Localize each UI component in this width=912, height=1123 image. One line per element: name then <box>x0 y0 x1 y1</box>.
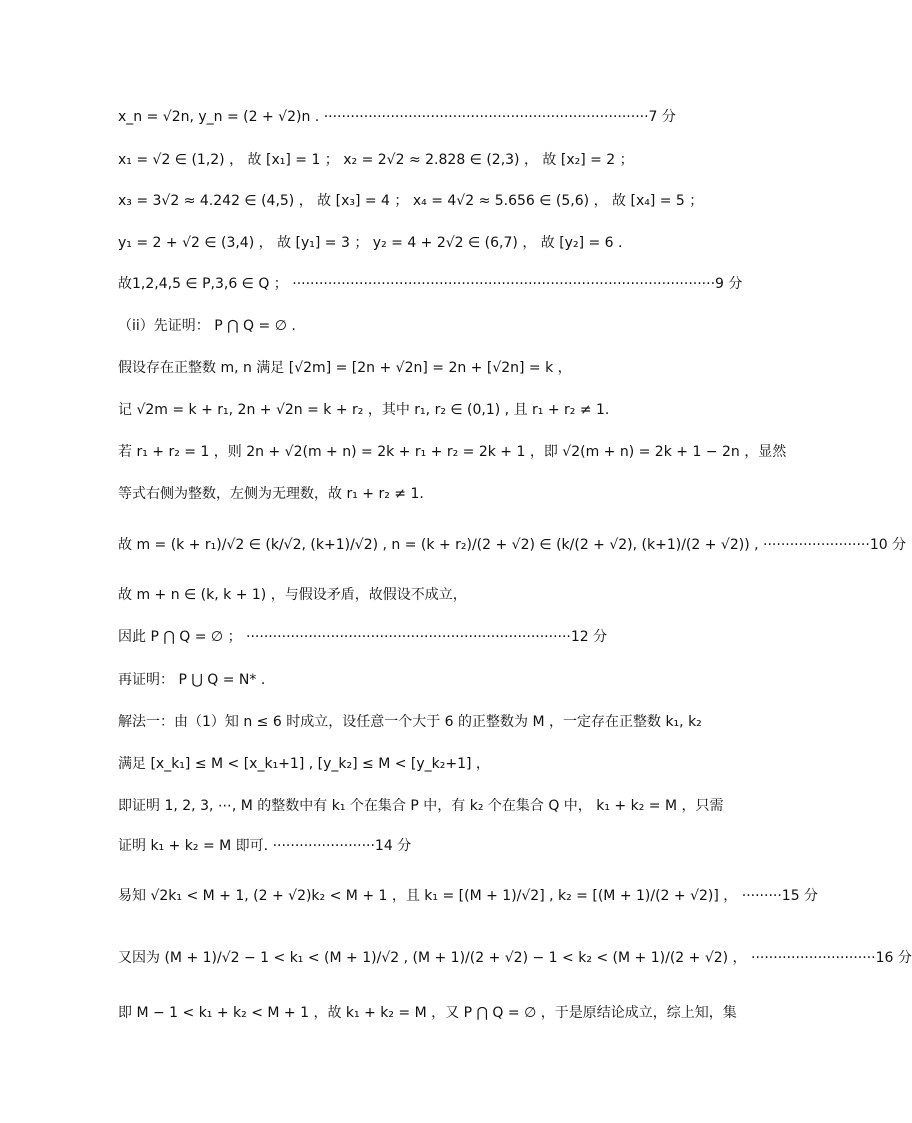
line-14: 再证明： P ⋃ Q = N* . <box>118 672 266 688</box>
line-11: 故 m = (k + r₁)/√2 ∈ (k/√2, (k+1)/√2) , n = (k + r₂)/(2 + √2) ∈ (k/(2 + √2), (k+1)/(2 + √2)) , ························10 分 <box>118 537 907 553</box>
line-20: 又因为 (M + 1)/√2 − 1 < k₁ < (M + 1)/√2 , (M + 1)/(2 + √2) − 1 < k₂ < (M + 1)/(2 + √2) ， ····························16 分 <box>118 950 912 966</box>
line-17: 即证明 1, 2, 3, ⋯, M 的整数中有 k₁ 个在集合 P 中，有 k₂ 个在集合 Q 中， k₁ + k₂ = M ，只需 <box>118 798 724 814</box>
line-13: 因此 P ⋂ Q = ∅ ； ·········································································12 分 <box>118 629 608 645</box>
line-9: 若 r₁ + r₂ = 1 ，则 2n + √2(m + n) = 2k + r₁ + r₂ = 2k + 1 ，即 √2(m + n) = 2k + 1 − 2n ，显然 <box>118 444 787 460</box>
line-2: x₁ = √2 ∈ (1,2) ， 故 [x₁] = 1 ； x₂ = 2√2 ≈ 2.828 ∈ (2,3) ， 故 [x₂] = 2 ； <box>118 152 634 168</box>
line-6: （ii）先证明： P ⋂ Q = ∅ . <box>118 318 296 334</box>
line-16: 满足 [x_k₁] ≤ M < [x_k₁+1] , [y_k₂] ≤ M < [y_k₂+1] ， <box>118 756 490 772</box>
line-4: y₁ = 2 + √2 ∈ (3,4) ， 故 [y₁] = 3 ； y₂ = 4 + 2√2 ∈ (6,7) ， 故 [y₂] = 6 . <box>118 235 623 251</box>
line-3: x₃ = 3√2 ≈ 4.242 ∈ (4,5) ， 故 [x₃] = 4 ； x₄ = 4√2 ≈ 5.656 ∈ (5,6) ， 故 [x₄] = 5 ； <box>118 193 704 209</box>
line-10: 等式右侧为整数，左侧为无理数，故 r₁ + r₂ ≠ 1. <box>118 486 424 502</box>
line-21: 即 M − 1 < k₁ + k₂ < M + 1 ，故 k₁ + k₂ = M ，又 P ⋂ Q = ∅ ，于是原结论成立，综上知，集 <box>118 1005 737 1021</box>
line-8: 记 √2m = k + r₁, 2n + √2n = k + r₂ ，其中 r₁, r₂ ∈ (0,1) , 且 r₁ + r₂ ≠ 1. <box>118 402 610 418</box>
line-19: 易知 √2k₁ < M + 1, (2 + √2)k₂ < M + 1 ，且 k₁ = [(M + 1)/√2] , k₂ = [(M + 1)/(2 + √2)] ， ·········15 分 <box>118 888 819 904</box>
line-1: x_n = √2n, y_n = (2 + √2)n . ·········································································7 分 <box>118 109 676 125</box>
line-7: 假设存在正整数 m, n 满足 [√2m] = [2n + √2n] = 2n + [√2n] = k ， <box>118 360 572 376</box>
line-18: 证明 k₁ + k₂ = M 即可. ·······················14 分 <box>118 838 412 854</box>
line-5: 故1,2,4,5 ∈ P,3,6 ∈ Q ； ·······························································································9 分 <box>118 276 743 292</box>
line-15: 解法一：由（1）知 n ≤ 6 时成立，设任意一个大于 6 的正整数为 M ，一定存在正整数 k₁, k₂ <box>118 714 702 730</box>
line-12: 故 m + n ∈ (k, k + 1) ，与假设矛盾，故假设不成立， <box>118 587 467 603</box>
